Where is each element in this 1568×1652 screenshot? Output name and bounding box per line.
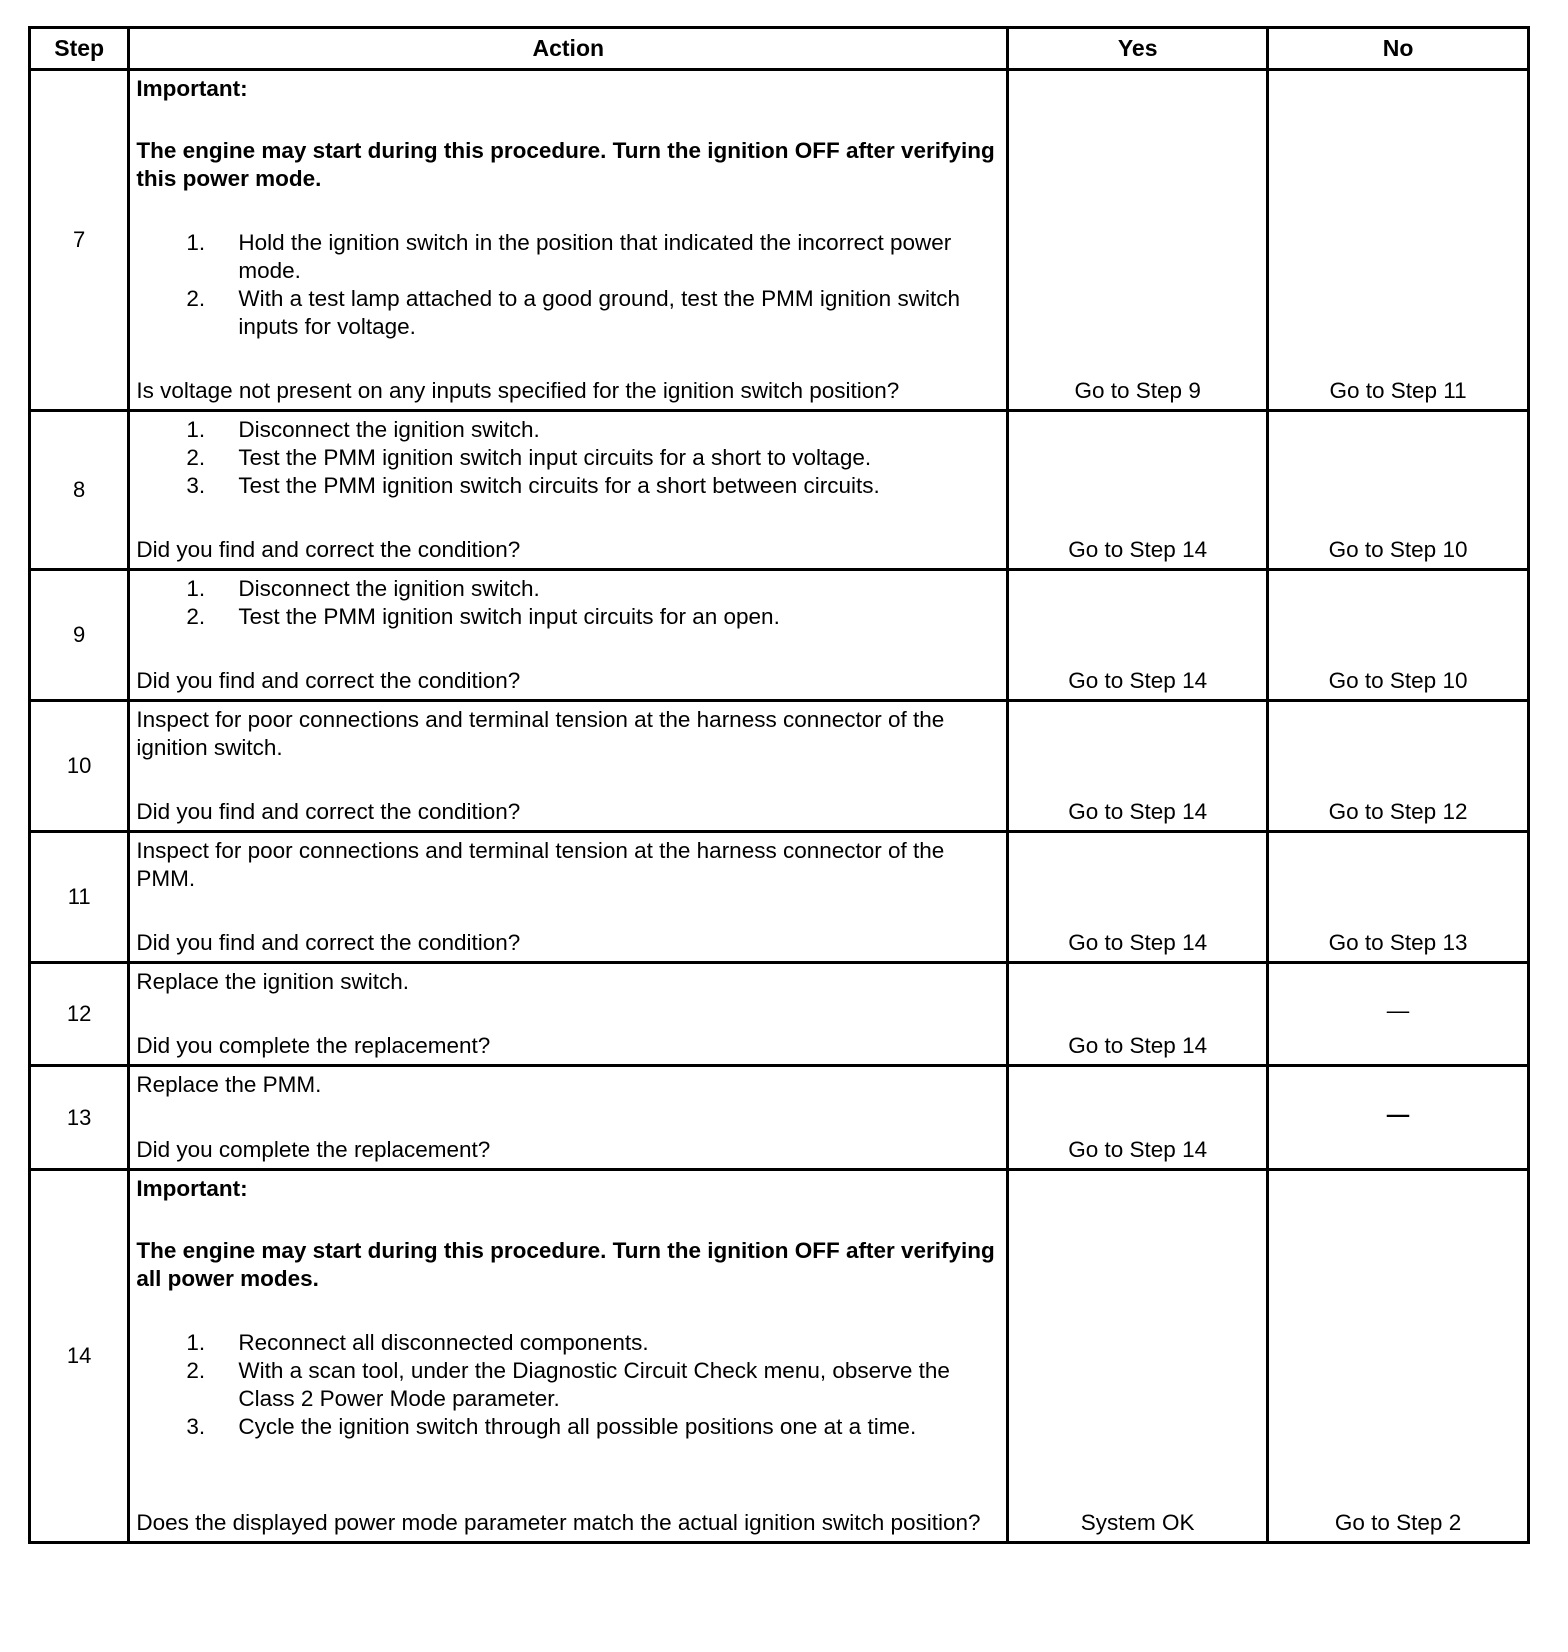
no-cell bbox=[1268, 701, 1529, 832]
yes-cell bbox=[1008, 570, 1268, 701]
action-cell bbox=[129, 1170, 1008, 1543]
no-result: Go to Step 11 bbox=[1329, 378, 1467, 403]
warning-text: The engine may start during this procedure. Turn the ignition OFF after verifying this power mode. bbox=[136, 138, 995, 191]
yes-result: Go to Step 14 bbox=[1068, 799, 1208, 824]
table-row bbox=[30, 1066, 1529, 1170]
action-cell bbox=[129, 570, 1008, 701]
yes-cell bbox=[1008, 963, 1268, 1066]
list-item: 2. With a test lamp attached to a good ground, test the PMM ignition switch inputs for voltage. bbox=[186, 286, 960, 339]
question-text: Did you complete the replacement? bbox=[136, 1137, 491, 1162]
yes-result: Go to Step 14 bbox=[1068, 537, 1208, 562]
list-item: 1. Hold the ignition switch in the position that indicated the incorrect power mode. bbox=[186, 230, 952, 283]
header-step: Step bbox=[30, 28, 129, 70]
no-result: — bbox=[1386, 1101, 1410, 1127]
table-row bbox=[30, 570, 1529, 701]
step-number: 12 bbox=[30, 963, 129, 1066]
no-result: Go to Step 10 bbox=[1328, 668, 1468, 693]
action-text: Inspect for poor connections and terminal tension at the harness connector of the ignition switch. bbox=[136, 707, 945, 760]
step-list bbox=[136, 416, 1000, 500]
yes-cell bbox=[1008, 411, 1268, 570]
yes-result: System OK bbox=[1080, 1510, 1195, 1535]
table-row bbox=[30, 70, 1529, 411]
header-action: Action bbox=[129, 28, 1008, 70]
table-row bbox=[30, 411, 1529, 570]
list-item: 3. Test the PMM ignition switch circuits for a short between circuits. bbox=[186, 473, 880, 498]
yes-cell bbox=[1008, 1066, 1268, 1170]
step-number: 7 bbox=[30, 70, 129, 411]
list-item: 1. Disconnect the ignition switch. bbox=[186, 417, 540, 442]
diagnostic-table bbox=[28, 26, 1530, 1544]
no-cell bbox=[1268, 1066, 1529, 1170]
no-cell bbox=[1268, 1170, 1529, 1543]
no-cell bbox=[1268, 70, 1529, 411]
action-cell bbox=[129, 70, 1008, 411]
no-result: Go to Step 10 bbox=[1328, 537, 1468, 562]
table-row bbox=[30, 963, 1529, 1066]
question-text: Did you find and correct the condition? bbox=[136, 668, 521, 693]
yes-result: Go to Step 14 bbox=[1068, 930, 1208, 955]
step-number: 10 bbox=[30, 701, 129, 832]
question-text: Did you find and correct the condition? bbox=[136, 799, 521, 824]
step-number: 11 bbox=[30, 832, 129, 963]
no-cell bbox=[1268, 832, 1529, 963]
step-number: 14 bbox=[30, 1170, 129, 1543]
header-row bbox=[30, 28, 1529, 70]
list-item: 3. Cycle the ignition switch through all possible positions one at a time. bbox=[186, 1414, 917, 1439]
step-number: 13 bbox=[30, 1066, 129, 1170]
list-item: 2. Test the PMM ignition switch input circuits for a short to voltage. bbox=[186, 445, 872, 470]
no-cell bbox=[1268, 570, 1529, 701]
question-text: Does the displayed power mode parameter match the actual ignition switch position? bbox=[136, 1510, 981, 1535]
action-text: Replace the ignition switch. bbox=[136, 969, 409, 994]
header-no: No bbox=[1268, 28, 1529, 70]
no-cell bbox=[1268, 411, 1529, 570]
yes-cell bbox=[1008, 701, 1268, 832]
important-label: Important: bbox=[136, 1176, 248, 1201]
list-item: 2. Test the PMM ignition switch input circuits for an open. bbox=[186, 604, 780, 629]
action-cell bbox=[129, 411, 1008, 570]
no-result: — bbox=[1386, 998, 1410, 1024]
yes-cell bbox=[1008, 70, 1268, 411]
action-cell bbox=[129, 701, 1008, 832]
question-text: Did you complete the replacement? bbox=[136, 1033, 491, 1058]
action-text: Replace the PMM. bbox=[136, 1072, 322, 1097]
step-number: 8 bbox=[30, 411, 129, 570]
yes-result: Go to Step 14 bbox=[1068, 1033, 1208, 1058]
no-result: Go to Step 13 bbox=[1328, 930, 1468, 955]
list-item: 1. Reconnect all disconnected components. bbox=[186, 1330, 649, 1355]
table-row bbox=[30, 832, 1529, 963]
no-result: Go to Step 12 bbox=[1328, 799, 1468, 824]
question-text: Did you find and correct the condition? bbox=[136, 930, 521, 955]
question-text: Did you find and correct the condition? bbox=[136, 537, 521, 562]
question-text: Is voltage not present on any inputs specified for the ignition switch position? bbox=[136, 378, 900, 403]
table-row bbox=[30, 701, 1529, 832]
header-yes: Yes bbox=[1008, 28, 1268, 70]
important-label: Important: bbox=[136, 76, 248, 101]
step-list bbox=[136, 1329, 1000, 1441]
action-cell bbox=[129, 963, 1008, 1066]
action-cell bbox=[129, 1066, 1008, 1170]
step-list bbox=[136, 575, 1000, 631]
action-cell bbox=[129, 832, 1008, 963]
warning-text: The engine may start during this procedure. Turn the ignition OFF after verifying all power modes. bbox=[136, 1238, 995, 1291]
no-result: Go to Step 2 bbox=[1334, 1510, 1462, 1535]
yes-result: Go to Step 9 bbox=[1074, 378, 1201, 403]
step-list bbox=[136, 229, 1000, 341]
list-item: 1. Disconnect the ignition switch. bbox=[186, 576, 540, 601]
yes-cell bbox=[1008, 1170, 1268, 1543]
no-cell bbox=[1268, 963, 1529, 1066]
list-item: 2. With a scan tool, under the Diagnostic Circuit Check menu, observe the Class 2 Power Mode parameter. bbox=[186, 1358, 950, 1411]
yes-result: Go to Step 14 bbox=[1068, 1137, 1208, 1162]
step-number: 9 bbox=[30, 570, 129, 701]
yes-cell bbox=[1008, 832, 1268, 963]
table-row bbox=[30, 1170, 1529, 1543]
yes-result: Go to Step 14 bbox=[1068, 668, 1208, 693]
action-text: Inspect for poor connections and terminal tension at the harness connector of the PMM. bbox=[136, 838, 945, 891]
